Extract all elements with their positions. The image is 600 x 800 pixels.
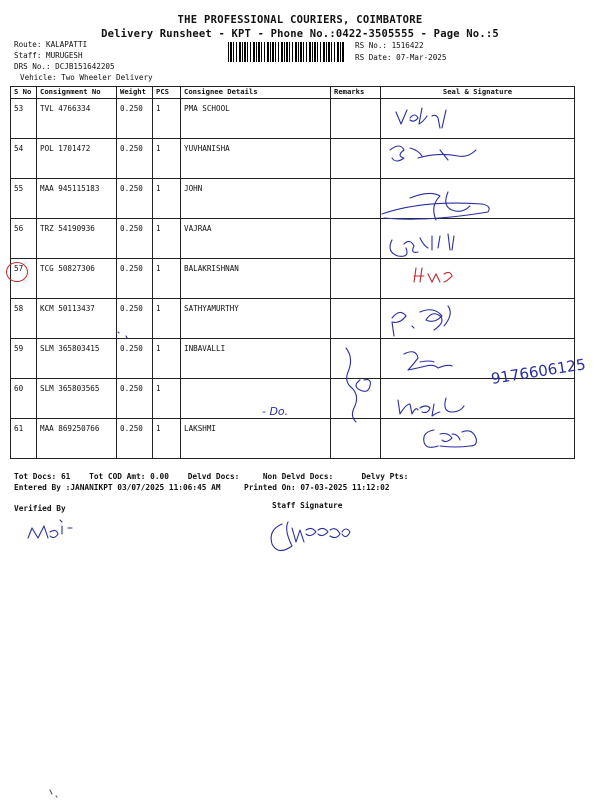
cell-sno: 59 <box>11 339 37 379</box>
cell-sno: 60 <box>11 379 37 419</box>
cell-remarks <box>331 379 381 419</box>
cell-consignment: SLM 365803415 <box>37 339 117 379</box>
cell-signature <box>381 179 575 219</box>
rs-number: RS No.: 1516422 <box>355 41 424 50</box>
cell-consignment: KCM 50113437 <box>37 299 117 339</box>
cell-sno: 55 <box>11 179 37 219</box>
cell-pcs: 1 <box>153 99 181 139</box>
ditto-mark: - Do. <box>262 405 289 418</box>
cell-consignment: SLM 365803565 <box>37 379 117 419</box>
cell-signature <box>381 99 575 139</box>
cell-pcs: 1 <box>153 339 181 379</box>
col-header-weight: Weight <box>117 87 153 99</box>
staff-signature-mark <box>271 522 350 551</box>
cell-consignee: BALAKRISHNAN <box>181 259 331 299</box>
cell-weight: 0.250 <box>117 179 153 219</box>
cell-consignee: VAJRAA <box>181 219 331 259</box>
table-row <box>11 99 575 139</box>
cell-weight: 0.250 <box>117 219 153 259</box>
col-header-remarks: Remarks <box>331 87 381 99</box>
verified-by-label: Verified By <box>14 504 66 513</box>
table-row <box>11 259 575 299</box>
table-row <box>11 339 575 379</box>
cell-sno: 61 <box>11 419 37 459</box>
cell-pcs: 1 <box>153 379 181 419</box>
cell-pcs: 1 <box>153 139 181 179</box>
cell-sno: 53 <box>11 99 37 139</box>
cell-consignment: TVL 4766334 <box>37 99 117 139</box>
cell-remarks <box>331 219 381 259</box>
staff-signature-label: Staff Signature <box>272 501 343 510</box>
cell-signature <box>381 379 575 419</box>
rs-date: RS Date: 07-Mar-2025 <box>355 53 447 62</box>
cell-weight: 0.250 <box>117 299 153 339</box>
cell-consignee <box>181 379 331 419</box>
barcode <box>228 42 344 62</box>
staff-label: Staff: MURUGESH <box>14 51 83 60</box>
col-header-pcs: PCS <box>153 87 181 99</box>
cell-pcs: 1 <box>153 219 181 259</box>
cell-pcs: 1 <box>153 179 181 219</box>
delvy-pts: Delvy Pts: <box>361 472 409 481</box>
col-header-seal-signature: Seal & Signature <box>381 87 575 99</box>
cell-sno: 56 <box>11 219 37 259</box>
cell-signature <box>381 339 575 379</box>
footer-totals <box>14 472 408 481</box>
table-row <box>11 219 575 259</box>
cell-pcs: 1 <box>153 419 181 459</box>
cell-sno: 58 <box>11 299 37 339</box>
cell-remarks <box>331 259 381 299</box>
cell-remarks <box>331 99 381 139</box>
delvd-docs: Delvd Docs: <box>187 472 240 481</box>
route-label: Route: KALAPATTI <box>14 40 88 49</box>
document-subtitle: Delivery Runsheet - KPT - Phone No.:0422-3505555 - Page No.:5 <box>101 28 499 40</box>
drs-label: DRS No.: DCJB151642205 <box>14 62 115 71</box>
vehicle-label: Vehicle: Two Wheeler Delivery <box>20 73 153 82</box>
tot-docs: Tot Docs: 61 <box>14 472 71 481</box>
stray-bottom-marks <box>50 790 57 797</box>
cell-weight: 0.250 <box>117 139 153 179</box>
cell-remarks <box>331 179 381 219</box>
cell-signature <box>381 139 575 179</box>
tot-cod-amt: Tot COD Amt: 0.00 <box>89 472 169 481</box>
cell-consignee: YUVHANISHA <box>181 139 331 179</box>
cell-signature <box>381 219 575 259</box>
non-delvd-docs: Non Delvd Docs: <box>262 472 334 481</box>
cell-weight: 0.250 <box>117 259 153 299</box>
cell-weight: 0.250 <box>117 379 153 419</box>
table-row <box>11 139 575 179</box>
cell-consignee: INBAVALLI <box>181 339 331 379</box>
cell-weight: 0.250 <box>117 339 153 379</box>
cell-consignee: SATHYAMURTHY <box>181 299 331 339</box>
footer-entered-printed <box>14 483 390 492</box>
col-header-consignee: Consignee Details <box>181 87 331 99</box>
table-row <box>11 299 575 339</box>
cell-sno: 57 <box>11 259 37 299</box>
verified-by-signature <box>28 520 72 538</box>
cell-pcs: 1 <box>153 299 181 339</box>
cell-consignment: TRZ 54190936 <box>37 219 117 259</box>
cell-remarks <box>331 139 381 179</box>
col-header-sno: S No <box>11 87 37 99</box>
cell-weight: 0.250 <box>117 419 153 459</box>
cell-consignee: JOHN <box>181 179 331 219</box>
cell-consignment: TCG 50827306 <box>37 259 117 299</box>
cell-signature <box>381 419 575 459</box>
printed-on: Printed On: 07-03-2025 11:12:02 <box>244 483 390 492</box>
cell-consignment: POL 1701472 <box>37 139 117 179</box>
col-header-consignment: Consignment No <box>37 87 117 99</box>
cell-consignment: MAA 945115183 <box>37 179 117 219</box>
entered-by: Entered By :JANANIKPT 03/07/2025 11:06:45 AM <box>14 483 221 492</box>
handwritten-phone-number: 9176606125 <box>489 355 587 388</box>
cell-remarks <box>331 339 381 379</box>
cell-sno: 54 <box>11 139 37 179</box>
table-header-row <box>11 87 575 99</box>
table-row <box>11 419 575 459</box>
cell-signature <box>381 299 575 339</box>
cell-consignee: LAKSHMI <box>181 419 331 459</box>
cell-pcs: 1 <box>153 259 181 299</box>
runsheet-table <box>10 86 575 459</box>
cell-remarks <box>331 419 381 459</box>
document-title: THE PROFESSIONAL COURIERS, COIMBATORE <box>177 14 423 26</box>
cell-consignee: PMA SCHOOL <box>181 99 331 139</box>
cell-consignment: MAA 869250766 <box>37 419 117 459</box>
table-row <box>11 179 575 219</box>
table-row <box>11 379 575 419</box>
row-57-circle-mark <box>6 262 28 282</box>
cell-remarks <box>331 299 381 339</box>
cell-signature <box>381 259 575 299</box>
cell-weight: 0.250 <box>117 99 153 139</box>
